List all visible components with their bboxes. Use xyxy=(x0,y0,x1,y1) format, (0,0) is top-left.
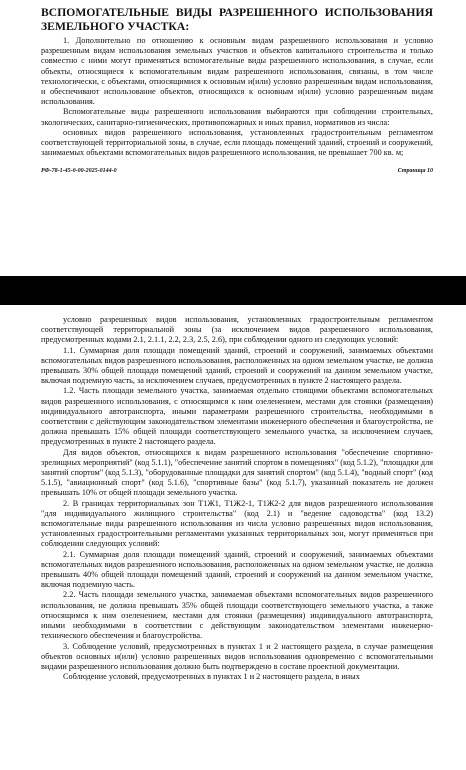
paragraph-9: 2.1. Суммарная доля площади помещений зданий, строений и сооружений, занимаемых объектами вспомогательных видов разрешенного использования, расположенных на одном земельном участке, не должна превышать 40% общей площади помещений зданий, строений и сооружений на данном земельном участке, включая подземную часть. xyxy=(41,549,433,590)
document-page-2 xyxy=(0,305,466,770)
paragraph-6: 1.2. Часть площади земельного участка, занимаемая отдельно стоящими объектами вспомогательных видов разрешенного использования, с относящимся к ним озеленением, местами для стоянки (размещения) индивидуального автотранспорта, иными параметрами разрешенного строительства, необходимыми в соответствии с действующим законодательством элементами инженерного обеспечения и благоустройства, не должна превышать 15% общей площади соответствующего земельного участка, за исключением случаев, предусмотренных в пункте 2 настоящего раздела. xyxy=(41,386,433,447)
document-page-1 xyxy=(0,0,466,276)
page-1-content xyxy=(0,0,466,174)
page-2-content xyxy=(0,305,466,682)
paragraph-1: 1. Дополнительно по отношению к основным видам разрешенного использования и условно разрешенным видам использования земельных участков и объектов капитального строительства и только совместно с ними могут применяться вспомогательные виды разрешенного использования, в случае, если объекты, относящиеся к вспомогательным видам разрешенного использования, связаны, в том числе технологически, с объектами, относящимися к основным и(или) условно разрешенным видам использования, и обеспечивают использование объектов, относящихся к основным и(или) условно разрешенным видам использования. xyxy=(41,36,433,107)
page-separator xyxy=(0,276,466,305)
paragraph-7: Для видов объектов, относящихся к видам разрешенного использования "обеспечение спортивно-зрелищных мероприятий" (код 5.1.1), "обеспечение занятий спортом в помещениях" (код 5.1.2), "площадки для занятий спортом" (код 5.1.3), "оборудованные площадки для занятий спортом" (код 5.1.4), "водный спорт" (код 5.1.5), "авиационный спорт" (код 5.1.6), "спортивные базы" (код 5.1.7), указанный показатель не должен превышать 10% от общей площади земельного участка. xyxy=(41,447,433,498)
paragraph-5: 1.1. Суммарная доля площади помещений зданий, строений и сооружений, занимаемых объектами вспомогательных видов разрешенного использования, расположенных на одном земельном участке, не должна превышать 30% общей площади помещений зданий, строений и сооружений на данном земельном участке, включая подземную часть, за исключением случаев, предусмотренных в пункте 2 настоящего раздела. xyxy=(41,345,433,386)
paragraph-10: 2.2. Часть площади земельного участка, занимаемая объектами вспомогательных видов разрешенного использования, не должна превышать 35% общей площади соответствующего земельного участка, а также относящимся к ним озеленением, местами для стоянки (размещения) индивидуального автотранспорта, иными необходимыми в соответствии с действующим законодательством элементами инженерно-технического обеспечения и благоустройства. xyxy=(41,590,433,641)
paragraph-3: основных видов разрешенного использования, установленных градостроительным регламентом соответствующей территориальной зоны, в случае, если площадь помещений зданий, строений и сооружений, занимаемых объектами вспомогательных видов разрешенного использования, не превышает 700 кв. м; xyxy=(41,127,433,158)
page-footer xyxy=(41,168,433,174)
page-number: Страница 10 xyxy=(397,168,433,175)
paragraph-4: условно разрешенных видов использования, установленных градостроительным регламентом соответствующей территориальной зоны (за исключением видов разрешенного использования, предусмотренных кодами 2.1, 2.1.1, 2.2, 2.3, 2.5, 2.6), при соблюдении одного из следующих условий: xyxy=(41,315,433,345)
paragraph-12: Соблюдение условий, предусмотренных в пунктах 1 и 2 настоящего раздела, в иных xyxy=(63,672,360,682)
paragraph-8: 2. В границах территориальных зон Т1Ж1, Т1Ж2-1, Т1Ж2-2 для видов разрешенного использования "для индивидуального жилищного строительства" (код 2.1) и "ведение садоводства" (код 13.2) вспомогательные виды разрешенного использования из числа условно разрешенных видов использования, установленных градостроительными регламентами указанных территориальных зон, могут применяться при соблюдении следующих условий: xyxy=(41,498,433,549)
section-heading: ВСПОМОГАТЕЛЬНЫЕ ВИДЫ РАЗРЕШЕННОГО ИСПОЛЬЗОВАНИЯ ЗЕМЕЛЬНОГО УЧАСТКА: xyxy=(41,6,433,33)
paragraph-2: Вспомогательные виды разрешенного использования выбираются при соблюдении строительных, экологических, санитарно-гигиенических, противопожарных и иных правил, нормативов из числа: xyxy=(41,107,433,127)
document-number: РФ-78-1-45-0-00-2025-0144-0 xyxy=(41,168,117,175)
paragraph-11: 3. Соблюдение условий, предусмотренных в пунктах 1 и 2 настоящего раздела, в случае размещения объектов основных и(или) условно разрешенных видов использования одновременно с вспомогательными видами разрешенного использования должно быть подтверждено в составе проектной документации. xyxy=(41,641,433,671)
